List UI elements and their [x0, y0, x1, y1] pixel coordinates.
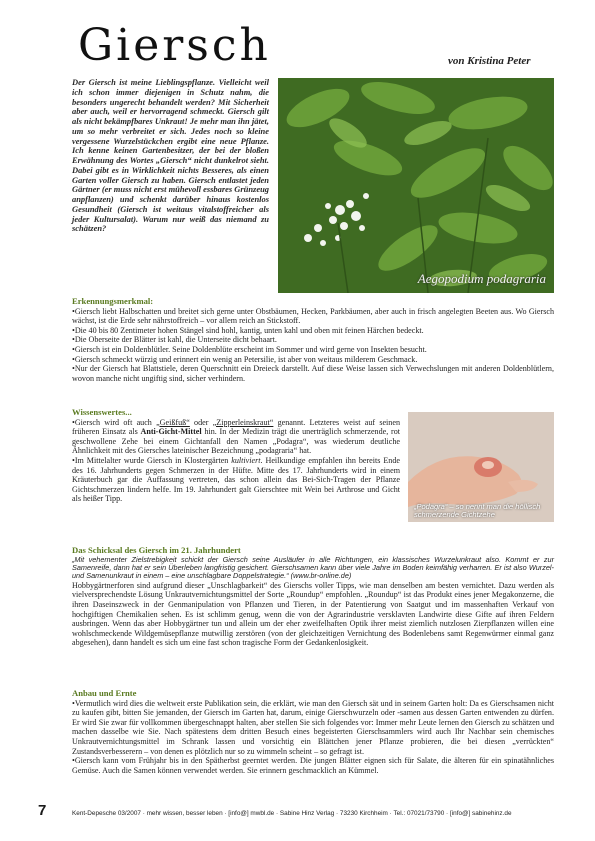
- list-item: •Giersch ist ein Doldenblütler. Seine Doldenblüte erscheint im Sommer und wird gerne von Insekten besucht.: [72, 344, 427, 354]
- list-item: •Vermutlich wird dies die weltweit erste Publikation sein, die erklärt, wie man den Giersch sät und in seinem Garten holt: Da es Gierschsamen nicht zu kaufen gibt, bitten Sie jemanden, der Giersch im Garten hat, darum, einige Gierschwurzeln oder -samen aus dessen Garten entwenden zu dürfen. Er wird Sie zwar für vollkommen übergeschnappt halten, aber stellen Sie sich folgendes vor: Immer mehr Leute lernen den Giersch zu schätzen und machen dasselbe wie Sie. Nach spätestens dem dritten Besuch eines begeisterten Gierschsammlers wird auch Ihr Nachbar sein chemisches Unkrautvernichtungsmittel im Schrank lassen und vorsichtig ein Blättchen jener Pflanze probieren, die bei diesen „verrückten“ Zustandsverbesserern – von denen es plötzlich nur so zu wimmeln scheint – so gefragt ist.: [72, 698, 554, 756]
- page-number: 7: [38, 802, 47, 819]
- page-title: Giersch: [78, 20, 271, 71]
- author-byline: von Kristina Peter: [448, 55, 531, 67]
- quote-text: „Mit vehementer Zielstrebigkeit schickt der Giersch seine Ausläufer in alle Richtungen, ein klassisches Wurzelunkraut also. Kommt er zur Samenreife, dann hat er sein Überleben langfristig gesichert. Gierschsamen kann über viele Jahre im Boden keimfähig verharren. Er ist also Wurzel- und Samenunkraut in einem – eine unschlagbare Doppelstrategie.“ (www.br-online.de): [72, 554, 554, 581]
- gichtzehe-photo: [408, 412, 554, 522]
- list-item: •Giersch liebt Halbschatten und breitet sich gerne unter Obstbäumen, Hecken, Parkbäumen, aber auch in frisch angelegten Beeten aus. Wo Giersch wächst, ist die Erde sehr nährstoffreich – vor allem reich an Stickstoff.: [72, 306, 554, 326]
- list-item: •Die Oberseite der Blätter ist kahl, die Unterseite dicht behaart.: [72, 335, 277, 345]
- section-heading: Erkennungsmerkmal:: [72, 296, 154, 306]
- footer-text: Kent-Depesche 03/2007 · mehr wissen, besser leben · [info@] mwbl.de · Sabine Hinz Verlag · 73230 Kirchheim · Tel.: 07021/73790 · [info@] sabinehinz.de: [72, 810, 512, 817]
- section-erkennung: [72, 297, 554, 383]
- list-item: •Die 40 bis 80 Zentimeter hohen Stängel sind hohl, kantig, unten kahl und oben mit feinen Härchen bedeckt.: [72, 325, 424, 335]
- giersch-photo: [278, 78, 554, 293]
- list-item: •Giersch wird oft auch „Geißfuß“ oder „Zipperleinskraut“ genannt. Letzteres weist auf seinen früheren Einsatz als Anti-Gicht-Mittel hin. In der Medizin trägt die unerträglich schmerzende, rot geschwollene Zehe bei einem Gichtanfall den Namen „Podagra“, was wiederum deutliche Ähnlichkeit mit des Giersches lateinischer Bezeichnung „podagraria“ hat.: [72, 417, 400, 456]
- giersch-leaves-illustration: [278, 78, 554, 293]
- section-anbau: [72, 689, 554, 775]
- photo-caption: „Podagra“ – so nennt man die höllisch schmerzende Gichtzehe: [414, 502, 541, 519]
- section-heading: Das Schicksal des Giersch im 21. Jahrhundert: [72, 545, 241, 555]
- photo-caption: Aegopodium podagraria: [417, 271, 546, 286]
- list-item: •Nur der Giersch hat Blattstiele, deren Querschnitt ein Dreieck darstellt. Auf diese Weise lassen sich Verwechslungen mit anderen Doldenblütlern, wovon manche nicht ungiftig sind, sicher verhindern.: [72, 364, 554, 383]
- section-heading: Wissenswertes...: [72, 407, 132, 417]
- list-item: •Im Mittelalter wurde Giersch in Klostergärten kultiviert. Heilkundige empfahlen ihn bereits Ende des 16. Jahrhunderts gegen Schmerzen in der Hüfte. Mitte des 17. Jahrhunderts wird in einem Kräuterbuch gar die Auffassung vertreten, das schon allein das Bei-Sich-Tragen der Pflanze Gichtschmerzen lindern helfe. Im 19. Jahrhundert galt Gierschtee mit Wein bei Arthrose und Gicht als heißer Tipp.: [72, 455, 400, 504]
- body-paragraph: Hobbygärtnerforen sind aufgrund dieser „Unschlagbarkeit“ des Gierschs voller Tipps, wie man denselben am besten vernichtet. Dazu werden als vielversprechendste Lösung Unkrautvernichtungsmittel der Sorte „Roundup“ empfohlen. „Roundup“ ist das Produkt eines jener Megakonzerne, die ihren Daseinszweck in der Genmanipulation von Pflanzen und Tieren, in der Patentierung von Saatgut und im massenhaften Verkauf von hochgiftigen Chemikalien sehen. Es ist schlimm genug, wenn die von der Agrarindustrie versklavten Landwirte diese Gifte auf ihren Feldern ausbringen. Wenn das aber Hobbygärtner tun und allein um der eher zweifelhaften Optik ihrer meist ziemlich nutzlosen Zierpflanzen willen eine wohlschmeckende Wildgemüsepflanze mutwillig zerstören (von der gleichzeitigen Vernichtung des Bodenlebens samt Regenwürmer einmal ganz abgesehen), dann handelt es sich um eine fast schon tragische Form der Gedankenlosigkeit.: [72, 580, 554, 648]
- section-heading: Anbau und Ernte: [72, 688, 137, 698]
- section-schicksal: [72, 546, 554, 648]
- intro-paragraph: Der Giersch ist meine Lieblingspflanze. Vielleicht weil ich schon immer diejenigen in Schutz nahm, die besonders ungerecht behandelt werden? Mit Sicherheit aber auch, weil er hervorragend schmeckt. Giersch gilt als nicht bekämpfbares Unkraut! Je mehr man ihn jätet, um so mehr verbreitet er sich. Jedes noch so kleine vergessene Wurzelstückchen ergibt eine neue Pflanze. Ich kenne keinen Gartenbesitzer, der bei der bloßen Erwähnung des Wortes „Giersch“ nicht dunkelrot sieht. Dabei gibt es in Wirklichkeit nichts Besseres, als einen Garten voller Giersch zu haben. Giersch entlastet jeden Gärtner (er muss nicht erst mühevoll essbares Grünzeug anpflanzen) und schenkt darüber hinaus kostenlos Gesundheit (Giersch ist weitaus vitalstoffreicher als jeder Kultursalat). Warum nur weiß das niemand zu schätzen?: [72, 77, 269, 234]
- list-item: •Giersch schmeckt würzig und erinnert ein wenig an Petersilie, ist aber von weitaus milderem Geschmack.: [72, 354, 418, 364]
- list-item: •Giersch kann vom Frühjahr bis in den Spätherbst geerntet werden. Die jungen Blätter eignen sich für Salate, die älteren für ein spinatähnliches Gemüse. Auch die Samen können verwendet werden. Sie erinnern geschmacklich an Kümmel.: [72, 756, 554, 775]
